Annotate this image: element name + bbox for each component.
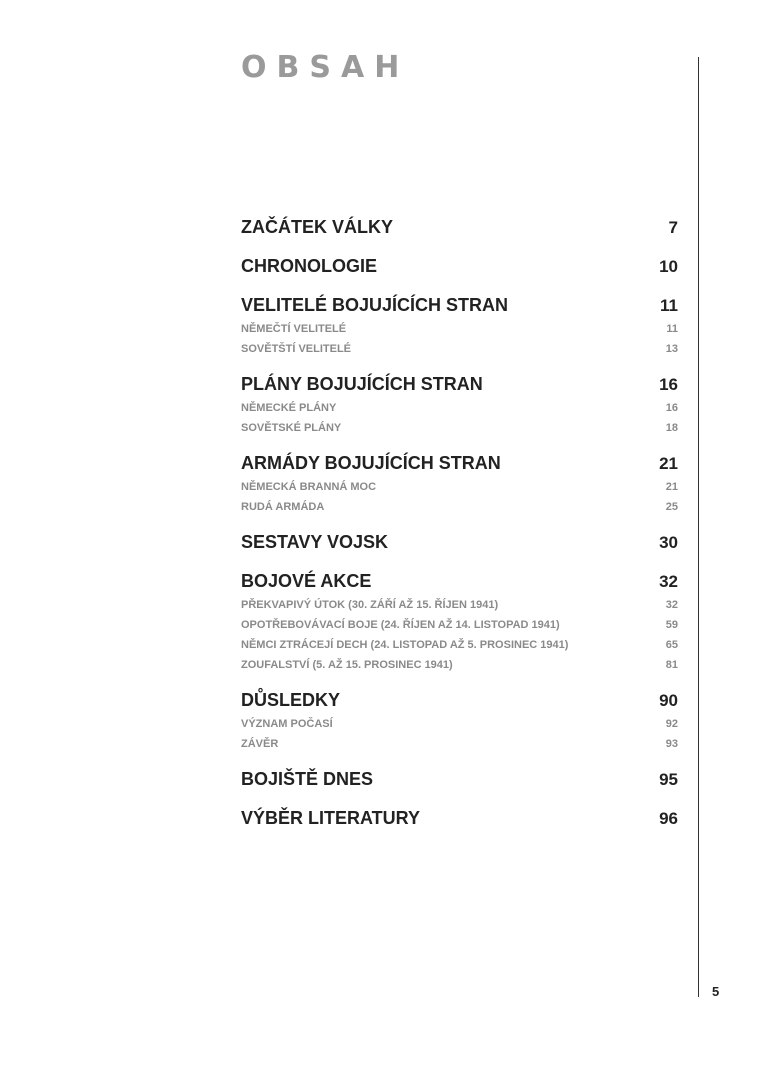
toc-entry-page: 11 <box>660 296 678 315</box>
toc-subentry[interactable] <box>241 477 678 497</box>
toc-subentry-page: 16 <box>665 402 678 414</box>
toc-section <box>241 253 678 280</box>
toc-entry[interactable] <box>241 214 678 241</box>
toc-subentry-title: VÝZNAM POČASÍ <box>241 718 333 730</box>
toc-section <box>241 371 678 438</box>
toc-entry-title: ARMÁDY BOJUJÍCÍCH STRAN <box>241 453 501 473</box>
toc-subentry-title: ZÁVĚR <box>241 738 279 750</box>
toc-subentry-title: SOVĚTŠTÍ VELITELÉ <box>241 343 352 355</box>
toc-subentry-title: ZOUFALSTVÍ (5. AŽ 15. PROSINEC 1941) <box>241 659 453 671</box>
toc-section <box>241 214 678 241</box>
toc-subentry[interactable] <box>241 595 678 615</box>
toc-subentry-title: RUDÁ ARMÁDA <box>241 501 325 513</box>
toc-section <box>241 687 678 754</box>
toc-entry-page: 10 <box>659 257 678 276</box>
toc-subentry[interactable] <box>241 714 678 734</box>
toc-subentry[interactable] <box>241 734 678 754</box>
toc-entry-title: BOJOVÉ AKCE <box>241 571 372 591</box>
toc-entry-title: SESTAVY VOJSK <box>241 532 389 552</box>
toc-subentry-title: NĚMEČTÍ VELITELÉ <box>241 323 347 335</box>
toc-subentry[interactable] <box>241 635 678 655</box>
toc-section <box>241 450 678 517</box>
toc-subentry-title: NĚMCI ZTRÁCEJÍ DECH (24. LISTOPAD AŽ 5. PROSINEC 1941) <box>241 639 569 651</box>
toc-section <box>241 805 678 832</box>
toc-subentry-page: 18 <box>665 422 678 434</box>
toc-subentry-title: NĚMECKÁ BRANNÁ MOC <box>241 481 377 493</box>
toc-entry[interactable] <box>241 253 678 280</box>
toc-entry[interactable] <box>241 371 678 398</box>
toc-entry-title: VÝBĚR LITERATURY <box>241 808 421 828</box>
toc-subentry-title: OPOTŘEBOVÁVACÍ BOJE (24. ŘÍJEN AŽ 14. LISTOPAD 1941) <box>241 619 560 631</box>
toc-subentry-page: 92 <box>665 718 678 730</box>
toc-section <box>241 292 678 359</box>
toc-subentry-page: 21 <box>665 481 678 493</box>
toc-section <box>241 529 678 556</box>
toc-entry-title: PLÁNY BOJUJÍCÍCH STRAN <box>241 374 483 394</box>
toc-entry-page: 95 <box>659 770 678 789</box>
toc-entry[interactable] <box>241 687 678 714</box>
toc-subentry[interactable] <box>241 497 678 517</box>
toc-subentry-title: PŘEKVAPIVÝ ÚTOK (30. ZÁŘÍ AŽ 15. ŘÍJEN 1941) <box>241 599 499 611</box>
toc-subentry[interactable] <box>241 615 678 635</box>
toc-entry[interactable] <box>241 568 678 595</box>
vertical-rule <box>698 57 699 997</box>
toc-subentry-title: NĚMECKÉ PLÁNY <box>241 402 337 414</box>
toc-subentry[interactable] <box>241 398 678 418</box>
toc-entry[interactable] <box>241 529 678 556</box>
toc-entry-page: 7 <box>668 218 678 237</box>
toc-subentry[interactable] <box>241 655 678 675</box>
toc-entry-title: VELITELÉ BOJUJÍCÍCH STRAN <box>241 295 509 315</box>
table-of-contents <box>241 214 678 844</box>
toc-entry[interactable] <box>241 450 678 477</box>
toc-entry-title: ZAČÁTEK VÁLKY <box>241 217 393 237</box>
toc-subentry-page: 13 <box>665 343 678 355</box>
toc-subentry-page: 32 <box>665 599 678 611</box>
toc-subentry-page: 93 <box>665 738 678 750</box>
toc-section <box>241 766 678 793</box>
toc-entry-page: 96 <box>659 809 678 828</box>
page-title: OBSAH <box>241 50 410 85</box>
toc-entry-page: 90 <box>659 691 678 710</box>
toc-subentry-page: 25 <box>665 501 678 513</box>
toc-subentry-title: SOVĚTSKÉ PLÁNY <box>241 422 342 434</box>
toc-entry-page: 32 <box>659 572 678 591</box>
toc-entry-page: 16 <box>659 375 678 394</box>
toc-subentry[interactable] <box>241 418 678 438</box>
toc-entry-page: 21 <box>659 454 678 473</box>
toc-section <box>241 568 678 675</box>
toc-subentry-page: 11 <box>666 323 678 335</box>
toc-entry-title: DŮSLEDKY <box>241 690 341 710</box>
toc-entry-title: BOJIŠTĚ DNES <box>241 769 374 789</box>
toc-entry-page: 30 <box>659 533 678 552</box>
toc-entry[interactable] <box>241 766 678 793</box>
toc-subentry-page: 81 <box>665 659 678 671</box>
toc-subentry-page: 65 <box>665 639 678 651</box>
toc-subentry[interactable] <box>241 319 678 339</box>
page-number: 5 <box>712 984 720 999</box>
toc-entry[interactable] <box>241 292 678 319</box>
toc-entry-title: CHRONOLOGIE <box>241 256 378 276</box>
toc-entry[interactable] <box>241 805 678 832</box>
toc-subentry[interactable] <box>241 339 678 359</box>
toc-subentry-page: 59 <box>665 619 678 631</box>
